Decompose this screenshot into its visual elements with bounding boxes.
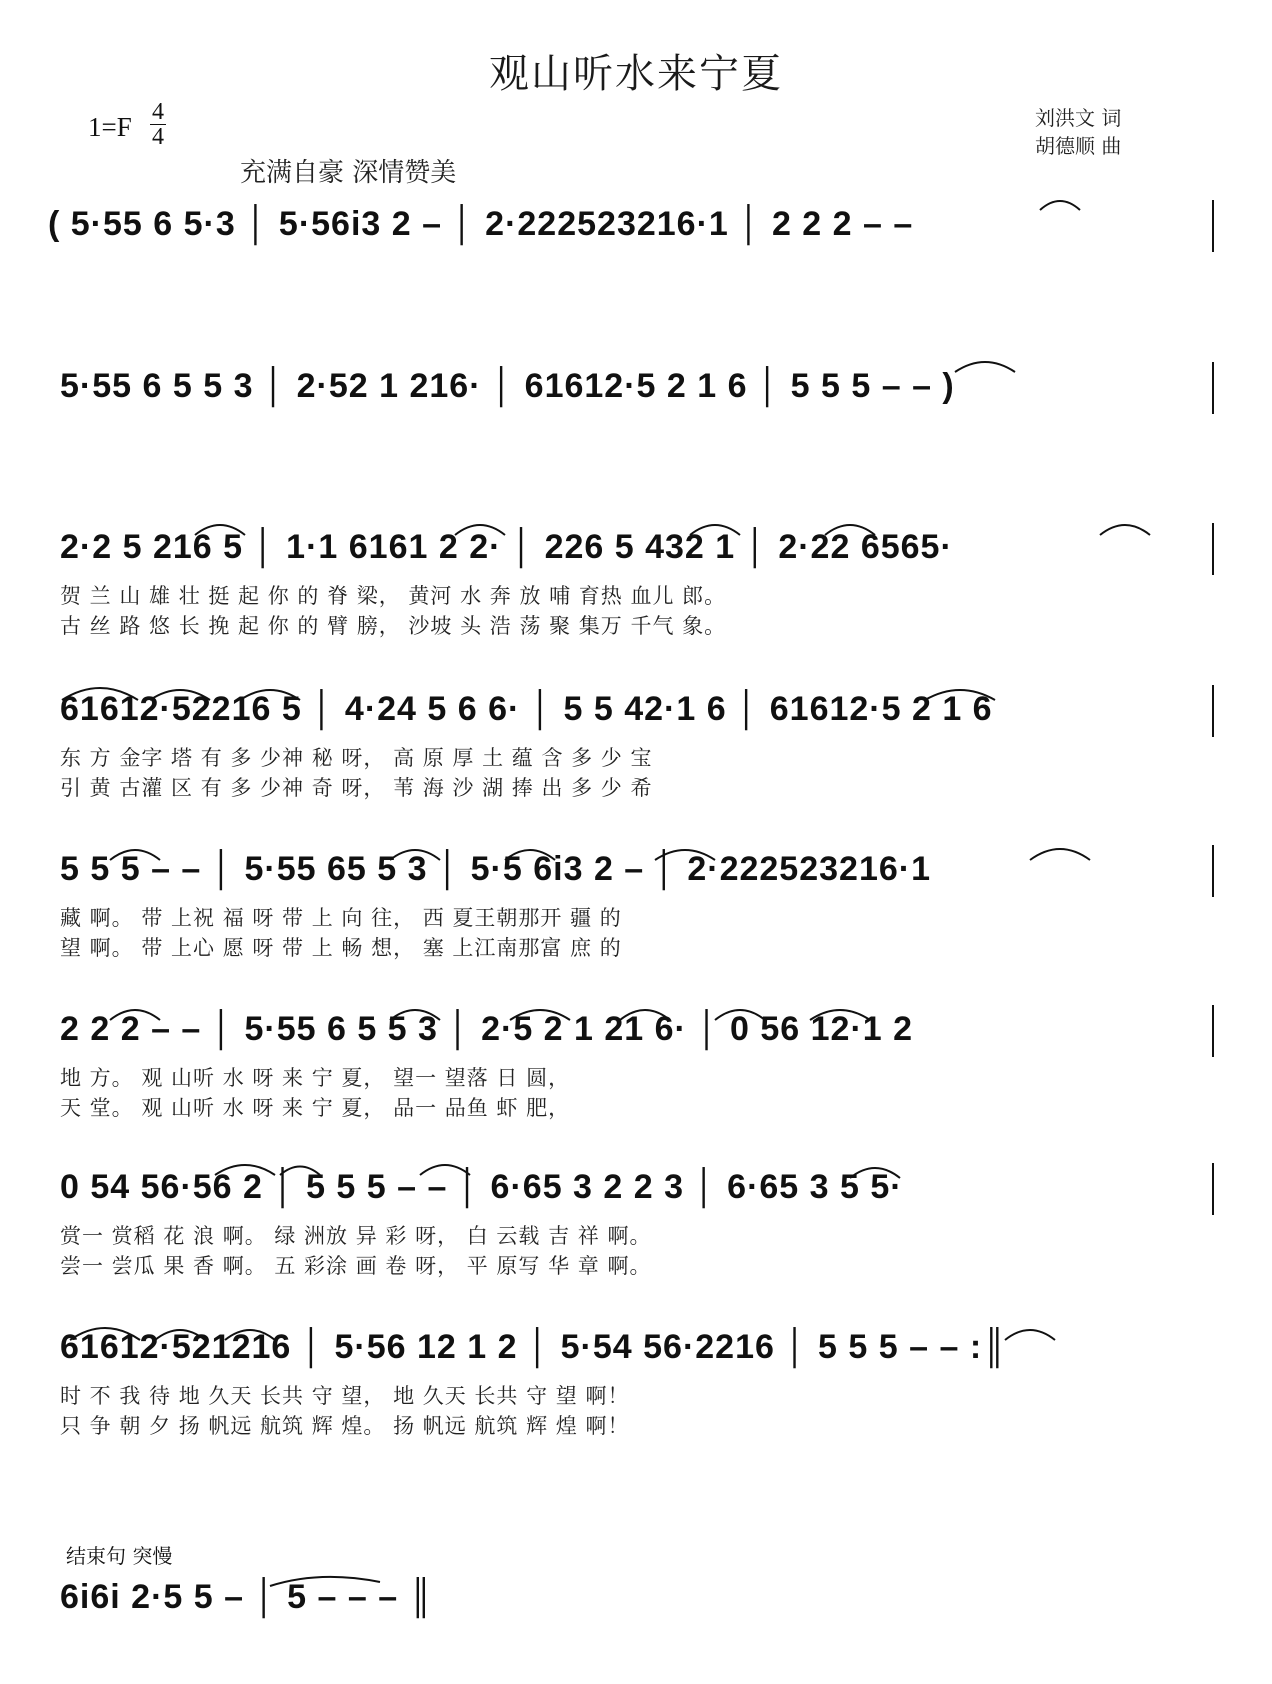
lyric-verse-1: 藏 啊。 带 上祝 福 呀 带 上 向 往， 西 夏王朝那开 疆 的 [60, 906, 622, 930]
notes-line: 61612·52216 5 │ 4·24 5 6 6· │ 5 5 42·1 6 │ 61612·5 2 1 6 [60, 690, 993, 728]
lyric-verse-1: 贺 兰 山 雄 壮 挺 起 你 的 脊 梁， 黄河 水 奔 放 哺 育热 血儿 郎。 [60, 584, 727, 608]
lyricist-credit: 刘洪文 词 [1035, 106, 1122, 130]
notes-line: ( 5·55 6 5·3 │ 5·56i3 2 – │ 2·222523216·1 │ 2 2 2 – – [48, 205, 914, 243]
notes-line: 0 54 56·56 2 │ 5 5 5 – – │ 6·65 3 2 2 3 │ 6·65 3 5 5· [60, 1168, 903, 1206]
slur-mark [1100, 525, 1150, 535]
barline [1212, 685, 1214, 737]
time-signature [150, 100, 166, 149]
lyric-verse-2: 古 丝 路 悠 长 挽 起 你 的 臂 膀， 沙坡 头 浩 荡 聚 集万 千气 象。 [60, 614, 727, 638]
notes-line: 5 5 5 – – │ 5·55 65 5 3 │ 5·5 6i3 2 – │ 2·222523216·1 [60, 850, 931, 888]
ending-label: 结束句 突慢 [66, 1544, 173, 1568]
barline [1212, 845, 1214, 897]
slur-mark [1005, 1330, 1055, 1340]
lyric-verse-1: 东 方 金字 塔 有 多 少神 秘 呀， 高 原 厚 土 蕴 含 多 少 宝 [60, 746, 653, 770]
lyric-verse-1: 赏一 赏稻 花 浪 啊。 绿 洲放 异 彩 呀， 白 云载 吉 祥 啊。 [60, 1224, 652, 1248]
notes-line: 6i6i 2·5 5 – │ 5 – – – ║ [60, 1578, 434, 1616]
song-title: 观山听水来宁夏 [489, 51, 783, 97]
expression-mark: 充满自豪 深情赞美 [240, 158, 457, 188]
barline [1212, 362, 1214, 414]
notes-line: 61612·521216 │ 5·56 12 1 2 │ 5·54 56·2216 │ 5 5 5 – – :║ [60, 1328, 1008, 1366]
slur-mark [1040, 201, 1080, 210]
barline [1212, 1163, 1214, 1215]
time-signature-bottom: 4 [152, 124, 164, 150]
lyric-verse-2: 引 黄 古灌 区 有 多 少神 奇 呀， 苇 海 沙 湖 捧 出 多 少 希 [60, 776, 653, 800]
composer-credit: 胡德顺 曲 [1035, 134, 1122, 158]
lyric-verse-2: 望 啊。 带 上心 愿 呀 带 上 畅 想， 塞 上江南那富 庶 的 [60, 936, 622, 960]
barline [1212, 1005, 1214, 1057]
time-signature-top: 4 [152, 99, 164, 125]
barline [1212, 200, 1214, 252]
lyric-verse-1: 时 不 我 待 地 久天 长共 守 望， 地 久天 长共 守 望 啊！ [60, 1384, 630, 1408]
slur-mark [955, 362, 1015, 372]
lyric-verse-2: 只 争 朝 夕 扬 帆远 航筑 辉 煌。 扬 帆远 航筑 辉 煌 啊！ [60, 1414, 630, 1438]
barline [1212, 523, 1214, 575]
notes-line: 2·2 5 216 5 │ 1·1 6161 2 2· │ 226 5 432 1 │ 2·22 6565· [60, 528, 953, 566]
notes-line: 5·55 6 5 5 3 │ 2·52 1 216· │ 61612·5 2 1 6 │ 5 5 5 – – ) [60, 367, 955, 405]
lyric-verse-2: 天 堂。 观 山听 水 呀 来 宁 夏， 品一 品鱼 虾 肥， [60, 1096, 571, 1120]
lyric-verse-2: 尝一 尝瓜 果 香 啊。 五 彩涂 画 卷 呀， 平 原写 华 章 啊。 [60, 1254, 652, 1278]
notes-line: 2 2 2 – – │ 5·55 6 5 5 3 │ 2·5 2 1 21 6· │ 0 56 12·1 2 [60, 1010, 914, 1048]
slur-mark [1030, 849, 1090, 860]
lyric-verse-1: 地 方。 观 山听 水 呀 来 宁 夏， 望一 望落 日 圆， [60, 1066, 571, 1090]
key-signature: 1=F [88, 112, 132, 142]
